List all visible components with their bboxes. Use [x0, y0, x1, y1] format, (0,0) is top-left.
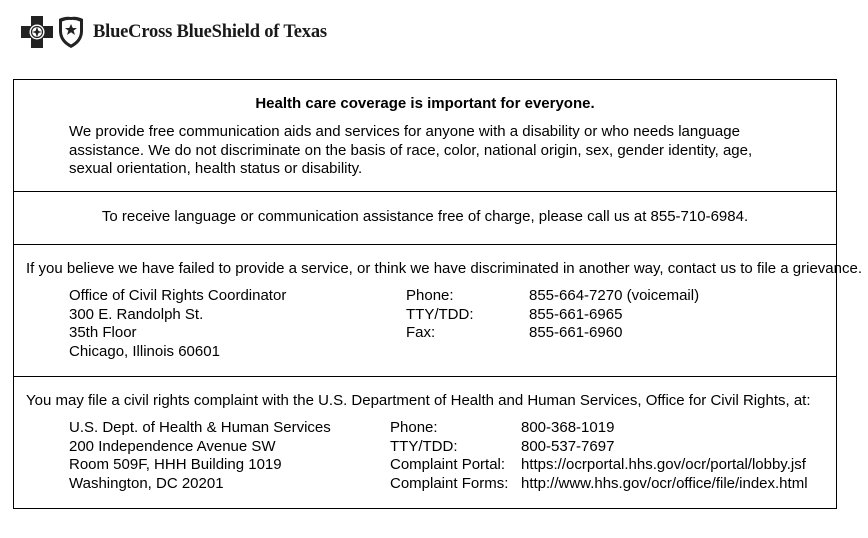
contact-row: [390, 438, 808, 457]
contact-value: 855-661-6965: [529, 305, 623, 323]
address-line: 200 Independence Avenue SW: [69, 437, 276, 455]
contact-label: Fax:: [406, 324, 436, 341]
shield-logo-icon: [58, 15, 84, 49]
contact-value: 855-661-6960: [529, 324, 623, 341]
address-line: U.S. Dept. of Health & Human Services: [69, 419, 331, 436]
contact-value: 800-537-7697: [521, 437, 615, 455]
notice-title: Health care coverage is important for everyone.: [255, 95, 595, 112]
grievance-contacts: [406, 287, 699, 343]
address-line: Room 509F, HHH Building 1019: [69, 456, 282, 473]
contact-row: [406, 324, 699, 343]
grievance-section: [14, 245, 863, 377]
complaint-contacts: [390, 419, 808, 493]
complaint-forms-link[interactable]: http://www.hhs.gov/ocr/office/file/index.html: [521, 474, 808, 492]
brand-name: BlueCross BlueShield of Texas: [93, 21, 327, 42]
nondiscrimination-notice: [13, 79, 863, 509]
brand-header: [20, 12, 327, 52]
grievance-address: [69, 287, 286, 361]
notice-body: We provide free communication aids and services for anyone with a disability or who needs language assistance. We do not discriminate on the basis of race, color, national origin, sex, gender identity, age, sexual orientation, health status or disability.: [69, 123, 753, 177]
address-line: 35th Floor: [69, 324, 137, 341]
address-line: 300 E. Randolph St.: [69, 305, 204, 323]
complaint-intro: You may file a civil rights complaint with the U.S. Department of Health and Human Services, Office for Civil Rights, at:: [26, 392, 811, 409]
contact-value: 855-664-7270 (voicemail): [529, 287, 700, 304]
contact-label: TTY/TDD:: [406, 305, 474, 323]
assistance-text: To receive language or communication assistance free of charge, please call us at 855-710-6984.: [101, 208, 749, 225]
contact-value: 800-368-1019: [521, 419, 615, 436]
contact-label: Phone:: [406, 287, 454, 304]
coverage-section: [14, 80, 836, 192]
grievance-intro: If you believe we have failed to provide a service, or think we have discriminated in another way, contact us to file a grievance.: [26, 260, 863, 277]
address-line: Chicago, Illinois 60601: [69, 342, 220, 360]
contact-row: [390, 419, 808, 438]
contact-row: [390, 456, 808, 475]
address-line: Washington, DC 20201: [69, 474, 224, 492]
address-line: Office of Civil Rights Coordinator: [69, 287, 287, 304]
contact-label: Complaint Portal:: [390, 456, 506, 473]
assistance-section: [14, 192, 836, 245]
contact-row: [390, 475, 808, 494]
contact-label: Phone:: [390, 419, 438, 436]
hhs-address: [69, 419, 331, 493]
contact-label: TTY/TDD:: [390, 437, 458, 455]
complaint-portal-link[interactable]: https://ocrportal.hhs.gov/ocr/portal/lobby.jsf: [521, 456, 806, 473]
complaint-section: [14, 377, 836, 510]
contact-row: [406, 306, 699, 325]
cross-logo-icon: [20, 15, 54, 49]
contact-label: Complaint Forms:: [390, 474, 509, 492]
contact-row: [406, 287, 699, 306]
